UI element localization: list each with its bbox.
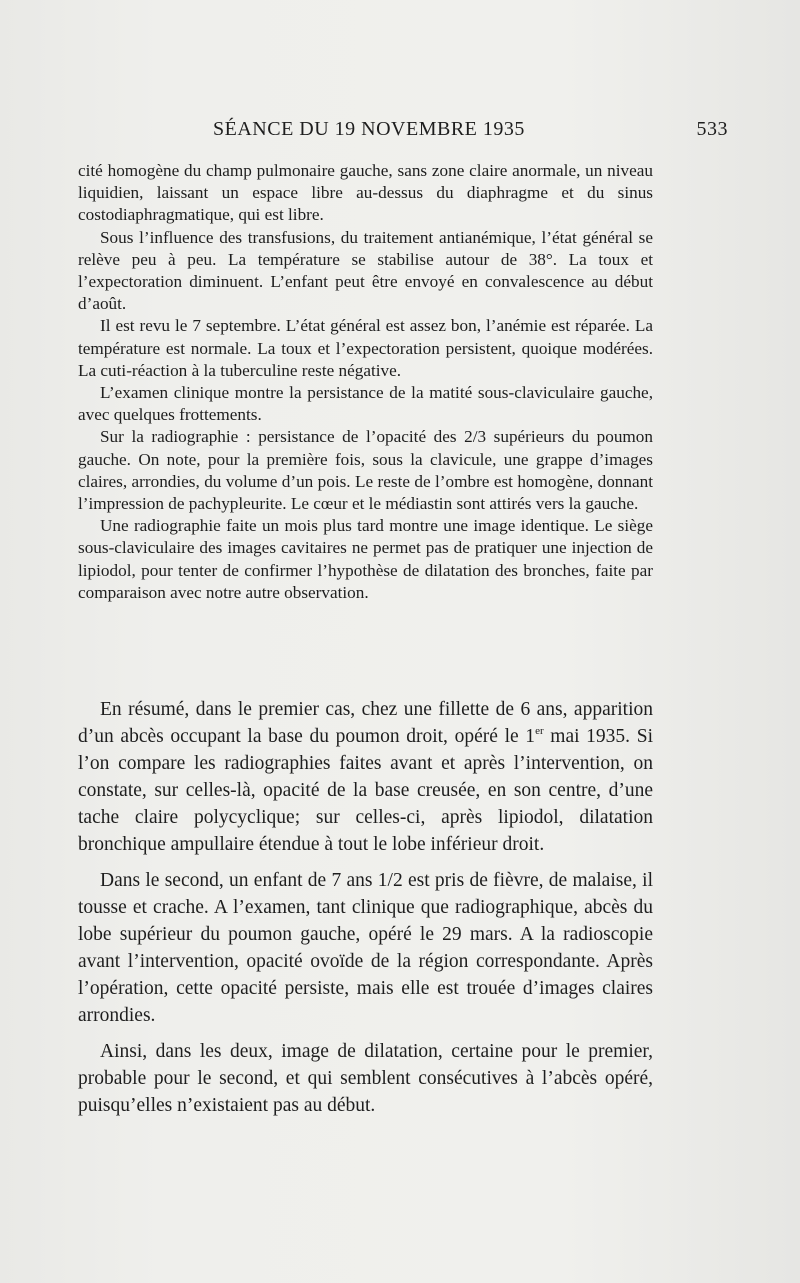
- summary-paragraph-first-case: [78, 696, 653, 858]
- running-head: [78, 118, 728, 148]
- paragraph-continuation: cité homogène du champ pulmonaire gauche, sans zone claire anormale, un niveau liquidien, laissant un espace libre au-dessus du diaphragme et du sinus costodiaphragmatique, qui est libre.: [78, 161, 653, 225]
- summary-p1-start: En résumé, dans le premier cas, chez une fillette de 6 ans, apparition d’un abcès occupant la base du poumon droit, opéré le 1: [78, 699, 653, 747]
- paragraph-second-radiography: Une radiographie faite un mois plus tard montre une image identique. Le siège sous-claviculaire des images cavitaires ne permet pas de pratiquer une injection de lipiodol, pour tenter de confirmer l’hypothèse de dilatation des bronches, faite par comparaison avec notre autre observation.: [78, 516, 653, 602]
- summary-paragraph-second-case: Dans le second, un enfant de 7 ans 1/2 est pris de fièvre, de malaise, il tousse et crache. A l’examen, tant clinique que radiographique, abcès du lobe supérieur du poumon gauche, opéré le 29 mars. A la radioscopie avant l’intervention, opacité ovoïde de la région correspondante. Après l’opération, cette opacité persiste, mais elle est trouée d’images claires arrondies.: [78, 870, 653, 1026]
- paragraph-radiography: Sur la radiographie : persistance de l’opacité des 2/3 supérieurs du poumon gauche. On note, pour la première fois, sous la clavicule, une grappe d’images claires, arrondies, du volume d’un pois. Le reste de l’ombre est homogène, donnant l’impression de pachypleurite. Le cœur et le médiastin sont attirés vers la gauche.: [78, 427, 653, 514]
- paragraph-clinical-exam: L’examen clinique montre la persistance de la matité sous-claviculaire gauche, avec quelques frottements.: [78, 383, 653, 425]
- paragraph-transfusions: Sous l’influence des transfusions, du traitement antianémique, l’état général se relève peu à peu. La température se stabilise autour de 38°. La toux et l’expectoration diminuent. L’enfant peut être envoyé en convalescence au début d’août.: [78, 227, 653, 314]
- case-report-text: [78, 160, 653, 604]
- summary-p1-end: mai 1935. Si l’on compare les radiographies faites avant et après l’intervention, on constate, sur celles-là, opacité de la base creusée, en son centre, d’une tache claire polycyclique; sur celles-ci, après lipiodol, dilatation bronchique ampullaire étendue à tout le lobe inférieur droit.: [78, 726, 653, 855]
- paragraph-revisit: Il est revu le 7 septembre. L’état général est assez bon, l’anémie est réparée. La température est normale. La toux et l’expectoration persistent, quoique modérées. La cuti-réaction à la tuberculine reste négative.: [78, 316, 653, 380]
- summary-paragraph-conclusion: Ainsi, dans les deux, image de dilatation, certaine pour le premier, probable pour le second, et qui semblent consécutives à l’abcès opéré, puisqu’elles n’existaient pas au début.: [78, 1041, 653, 1116]
- summary-text: [78, 696, 653, 1128]
- superscript-er: er: [535, 725, 544, 737]
- running-head-title: SÉANCE DU 19 NOVEMBRE 1935: [213, 118, 525, 140]
- page-number: 533: [696, 118, 728, 140]
